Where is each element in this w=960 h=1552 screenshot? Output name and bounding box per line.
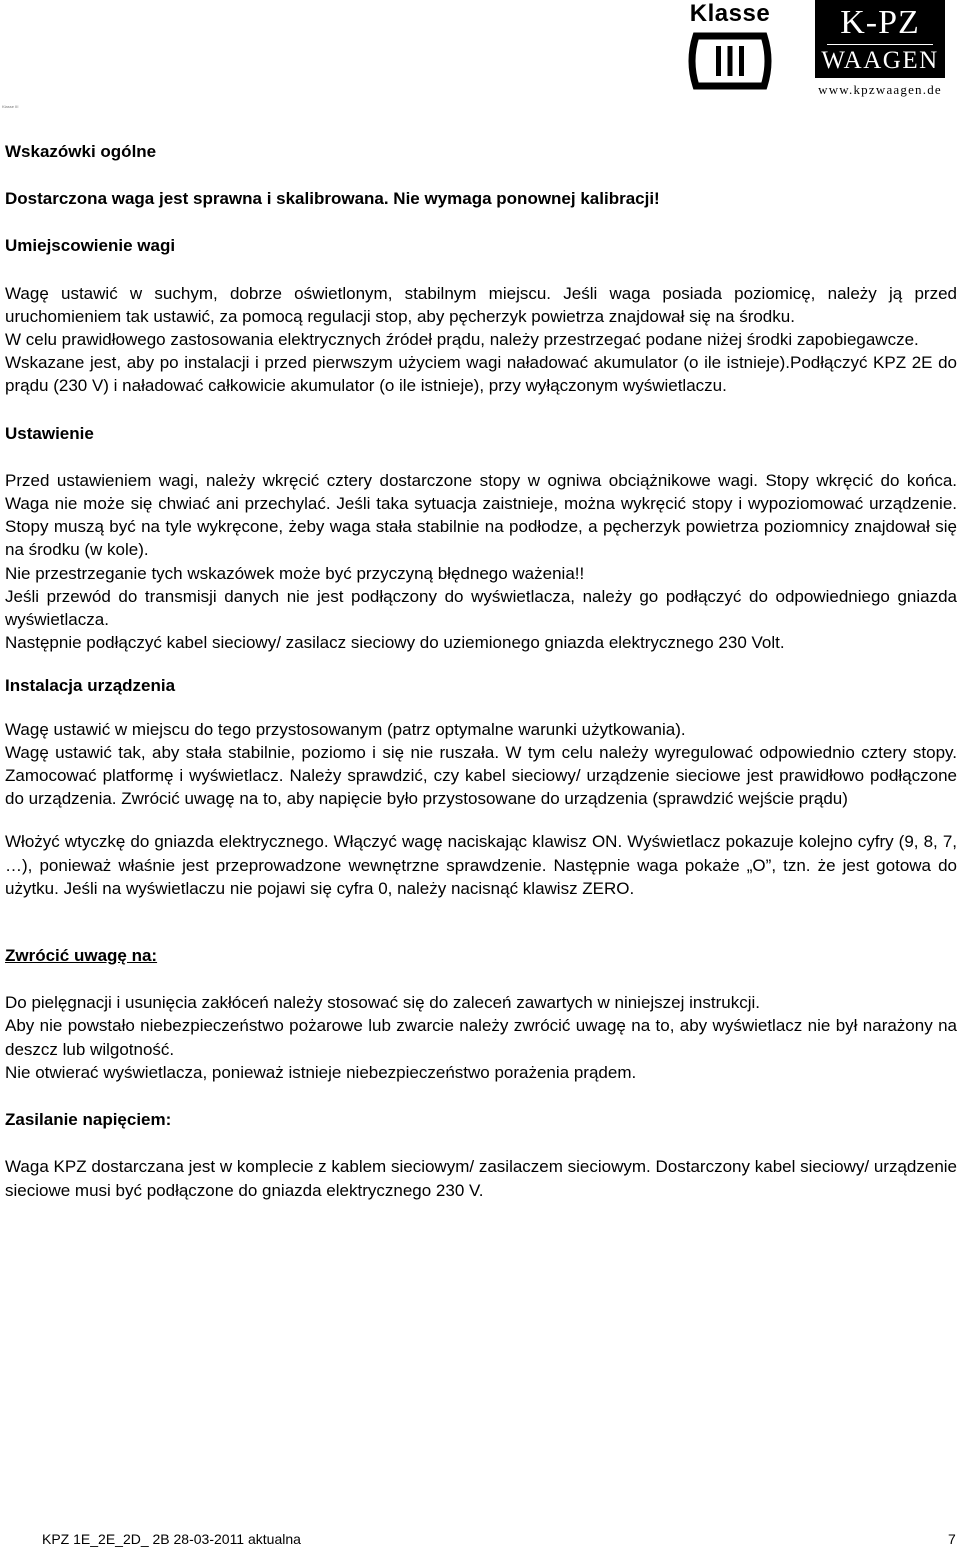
footer-page-number: 7 bbox=[948, 1531, 956, 1547]
kpz-logo-bottom: WAAGEN bbox=[821, 47, 939, 74]
installation-heading: Instalacja urządzenia bbox=[5, 676, 176, 696]
kpz-website: www.kpzwaagen.de bbox=[818, 82, 942, 97]
power-paragraph-1: Waga KPZ dostarczana jest w komplecie z kablem sieciowym/ zasilaczem sieciowym. Dostarczony kabel sieciowy/ urządzenie sieciowe musi być podłączone do gniazda elektrycznego 230 V. bbox=[5, 1157, 957, 1200]
setup-paragraph-1: Przed ustawieniem wagi, należy wkręcić cztery dostarczone stopy w ogniwa obciążnikowe wagi. Stopy wkręcić do końca. Waga nie może się chwiać ani przechylać. Jeśli taka sytuacja zaistnieje, można wykręcić stopy i wypoziomować urządzenie. Stopy muszą być na tyle wykręcone, żeby waga stała stabilnie na podłodze, a pęcherzyk powietrza poziomnicy znajdował się na środku (w kole). bbox=[5, 470, 957, 560]
klasse-three-seal-icon bbox=[686, 30, 774, 92]
installation-paragraph-2: Wagę ustawić tak, aby stała stabilnie, poziomo i się nie ruszała. W tym celu należy wyregulować odpowiednio cztery stopy. Zamocować platformę i wyświetlacz. Należy sprawdzić, czy kabel sieciowy/ urządzenie sieciowe jest prawidłowo podłączone do urządzenia. Zwrócić uwagę na to, aby napięcie było przystosowane do urządzenia (sprawdzić wejście prądu) bbox=[5, 742, 957, 809]
setup-paragraph-4: Następnie podłączyć kabel sieciowy/ zasilacz sieciowy do uziemionego gniazda elektrycznego 230 Volt. bbox=[5, 633, 785, 653]
setup-heading: Ustawienie bbox=[5, 423, 94, 443]
attention-paragraph-2: Aby nie powstało niebezpieczeństwo pożarowe lub zwarcie należy zwrócić uwagę na to, aby wyświetlacz nie był narażony na deszcz lub wilgotność. bbox=[5, 1016, 957, 1059]
location-paragraph-1: Wagę ustawić w suchym, dobrze oświetlonym, stabilnym miejscu. Jeśli waga posiada poziomicę, należy ją przed uruchomieniem tak ustawić, za pomocą regulacji stop, aby pęcherzyk powietrza znajdował się na środku. bbox=[5, 283, 957, 326]
document-body bbox=[5, 140, 957, 1202]
general-calibration-note: Dostarczona waga jest sprawna i skalibrowana. Nie wymaga ponownej kalibracji! bbox=[5, 189, 660, 209]
attention-heading: Zwrócić uwagę na: bbox=[5, 946, 158, 966]
location-paragraph-2: W celu prawidłowego zastosowania elektrycznych źródeł prądu, należy przestrzegać podane niżej środki zapobiegawcze. bbox=[5, 330, 919, 350]
klasse-logo bbox=[680, 0, 780, 96]
power-heading: Zasilanie napięciem: bbox=[5, 1110, 172, 1130]
header-tiny-mark: Klasse III bbox=[2, 104, 19, 109]
location-heading: Umiejscowienie wagi bbox=[5, 236, 176, 256]
installation-paragraph-1: Wagę ustawić w miejscu do tego przystosowanym (patrz optymalne warunki użytkowania). bbox=[5, 719, 686, 739]
klasse-label: Klasse bbox=[689, 0, 771, 27]
general-heading: Wskazówki ogólne bbox=[5, 142, 157, 161]
footer-document-id: KPZ 1E_2E_2D_ 2B 28-03-2011 aktualna bbox=[42, 1531, 301, 1547]
kpz-logo-divider bbox=[827, 44, 933, 45]
kpz-waagen-logo bbox=[815, 0, 945, 78]
setup-paragraph-2: Nie przestrzeganie tych wskazówek może być przyczyną błędnego ważenia!! bbox=[5, 563, 585, 583]
attention-paragraph-1: Do pielęgnacji i usunięcia zakłóceń należy stosować się do zaleceń zawartych w niniejszej instrukcji. bbox=[5, 993, 760, 1013]
attention-paragraph-3: Nie otwierać wyświetlacza, ponieważ istnieje niebezpieczeństwo porażenia prądem. bbox=[5, 1062, 637, 1082]
location-paragraph-3: Wskazane jest, aby po instalacji i przed pierwszym użyciem wagi naładować akumulator (o ile istnieje).Podłączyć KPZ 2E do prądu (230 V) i naładować całkowicie akumulator (o ile istnieje), przy wyłączonym wyświetlaczu. bbox=[5, 353, 957, 396]
installation-paragraph-3: Włożyć wtyczkę do gniazda elektrycznego. Włączyć wagę naciskając klawisz ON. Wyświetlacz pokazuje kolejno cyfry (9, 8, 7, …), ponieważ właśnie jest przeprowadzone wewnętrzne sprawdzenie. Następnie waga pokaże „O”, tzn. że jest gotowa do użytku. Jeśli na wyświetlaczu nie pojawi się cyfra 0, należy nacisnąć klawisz ZERO. bbox=[5, 832, 957, 898]
kpz-logo-top: K-PZ bbox=[840, 4, 920, 41]
setup-paragraph-3: Jeśli przewód do transmisji danych nie jest podłączony do wyświetlacza, należy go podłączyć do odpowiedniego gniazda wyświetlacza. bbox=[5, 586, 957, 630]
